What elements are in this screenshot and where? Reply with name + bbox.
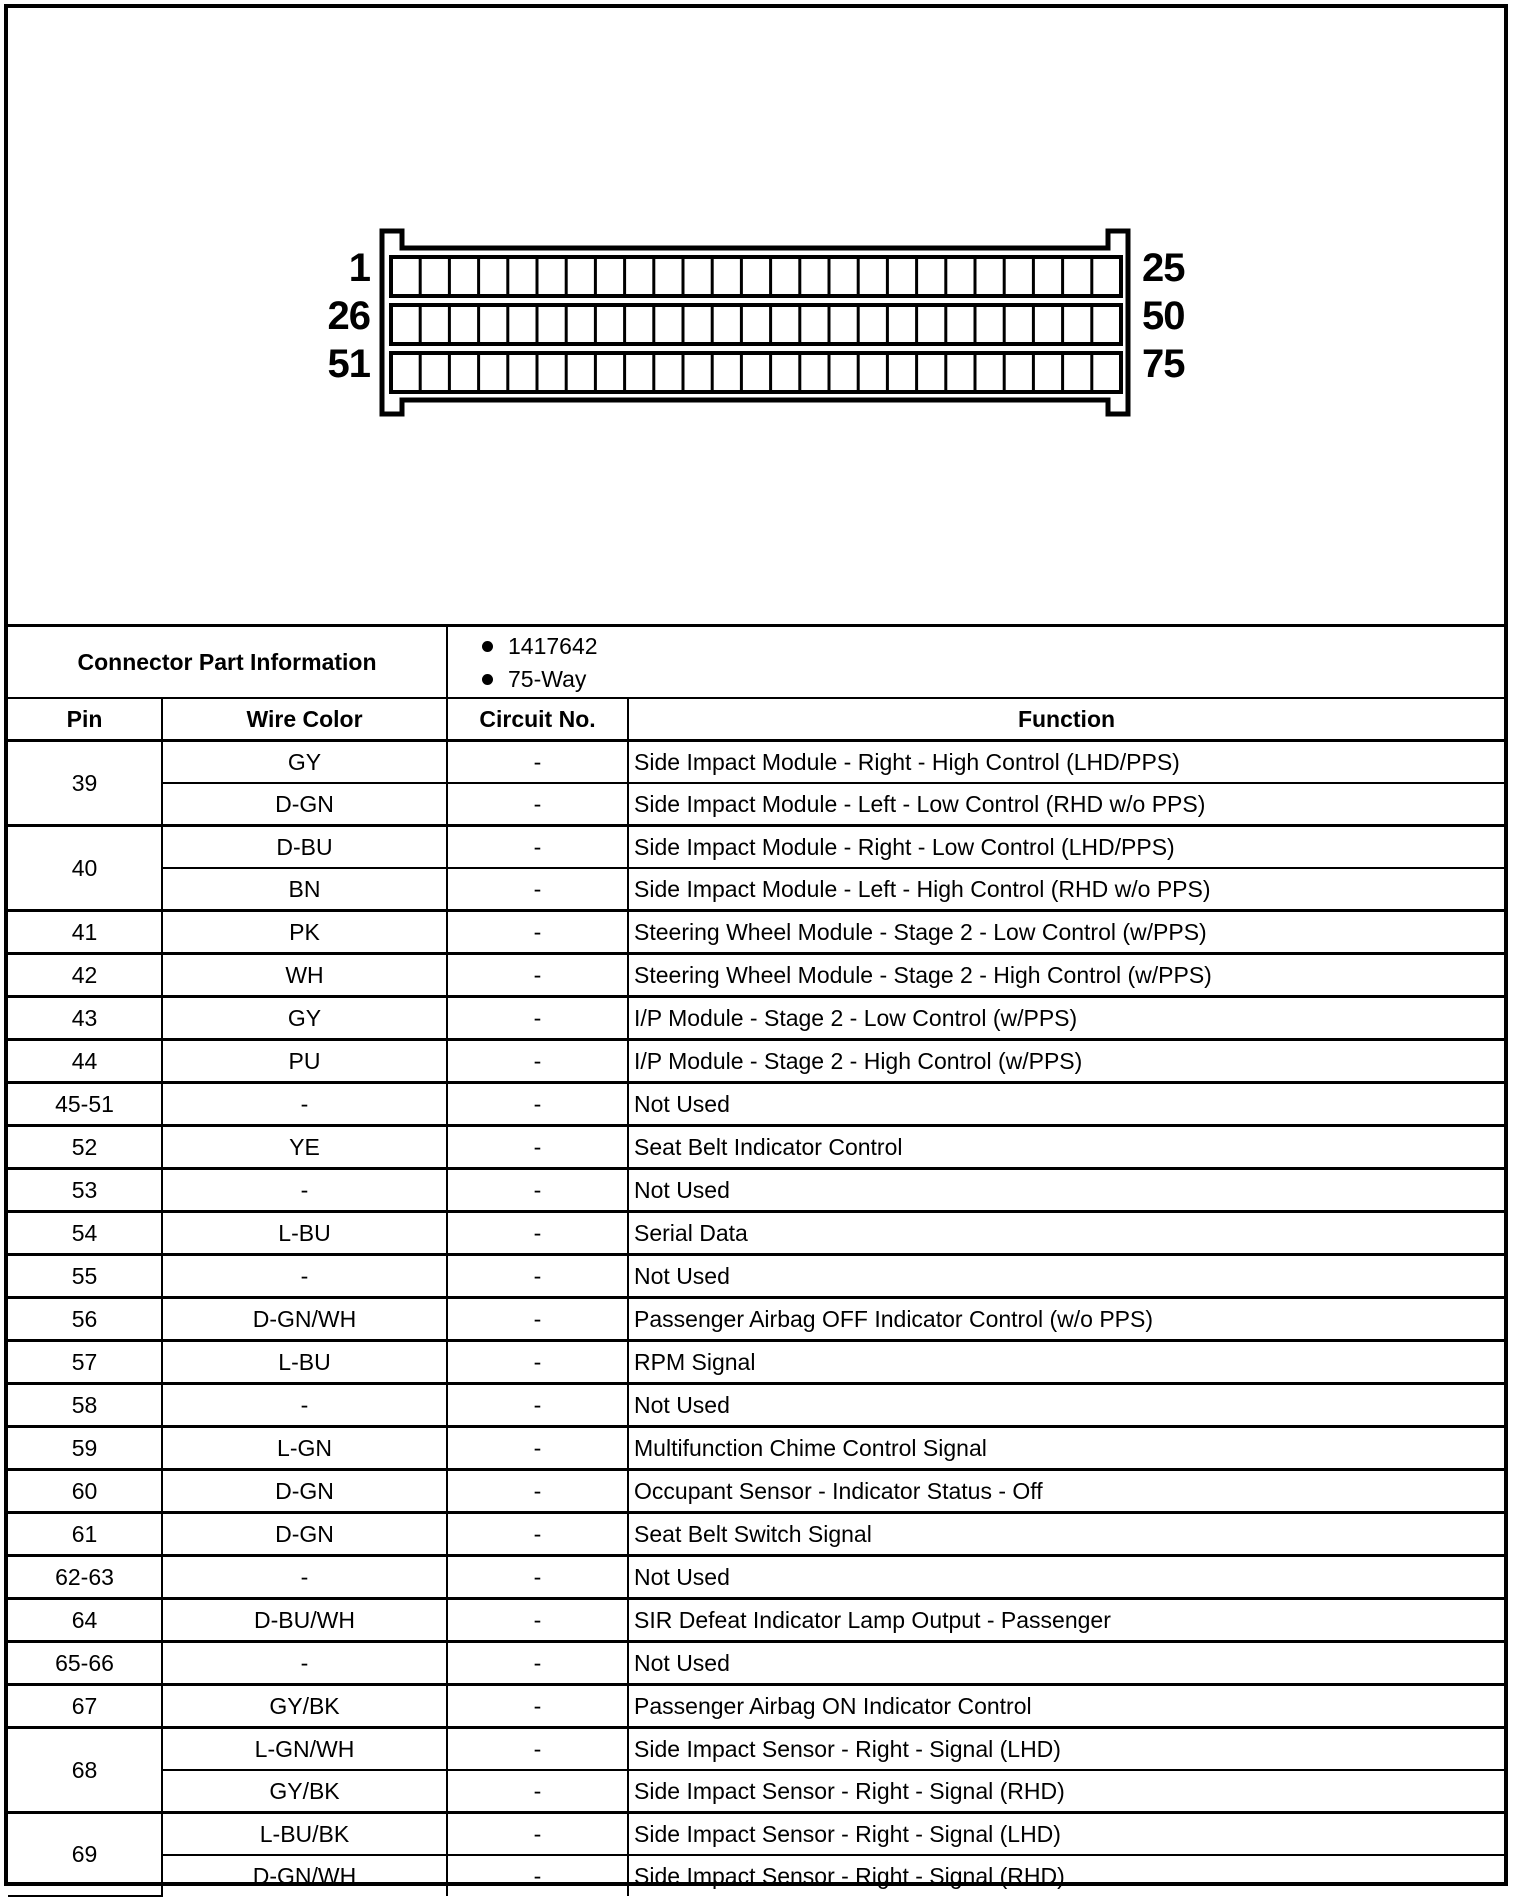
circuit-cell: - [447, 1427, 628, 1470]
pin-cell: 61 [8, 1513, 162, 1556]
table-row [8, 1470, 1504, 1513]
wire-color-cell: - [162, 1083, 447, 1126]
circuit-cell: - [447, 868, 628, 911]
connector-diagram [8, 8, 1504, 624]
table-row [8, 997, 1504, 1040]
circuit-cell: - [447, 741, 628, 784]
circuit-cell: - [447, 1813, 628, 1856]
pin-label-51: 51 [327, 342, 370, 386]
function-cell: Side Impact Module - Left - Low Control (RHD w/o PPS) [628, 783, 1504, 826]
table-row [8, 1642, 1504, 1685]
function-cell: Side Impact Module - Left - High Control (RHD w/o PPS) [628, 868, 1504, 911]
wire-color-cell: PU [162, 1040, 447, 1083]
pin-cell: 59 [8, 1427, 162, 1470]
wire-color-cell: L-GN/WH [162, 1728, 447, 1771]
pin-cell: 62-63 [8, 1556, 162, 1599]
function-cell: Serial Data [628, 1212, 1504, 1255]
header-function: Function [628, 698, 1504, 741]
pin-label-50: 50 [1142, 294, 1185, 338]
wire-color-cell: BN [162, 868, 447, 911]
part-number-item: 1417642 [482, 630, 1504, 663]
function-cell: I/P Module - Stage 2 - Low Control (w/PPS) [628, 997, 1504, 1040]
circuit-cell: - [447, 1298, 628, 1341]
bullet-icon [482, 674, 493, 685]
function-cell: RPM Signal [628, 1341, 1504, 1384]
table-row [8, 1685, 1504, 1728]
table-row [8, 868, 1504, 911]
wire-color-cell: D-BU/WH [162, 1599, 447, 1642]
circuit-cell: - [447, 1040, 628, 1083]
wire-color-cell: GY [162, 997, 447, 1040]
pin-cell: 53 [8, 1169, 162, 1212]
wire-color-cell: GY/BK [162, 1770, 447, 1813]
cavity-count-item: 75-Way [482, 663, 1504, 696]
pin-cell: 41 [8, 911, 162, 954]
pin-label-26: 26 [327, 294, 370, 338]
wire-color-cell: D-GN [162, 783, 447, 826]
function-cell: SIR Defeat Indicator Lamp Output - Passenger [628, 1599, 1504, 1642]
function-cell: Not Used [628, 1083, 1504, 1126]
circuit-cell: - [447, 1126, 628, 1169]
wire-color-cell: L-GN [162, 1427, 447, 1470]
circuit-cell: - [447, 1513, 628, 1556]
table-row [8, 1212, 1504, 1255]
circuit-cell: - [447, 826, 628, 869]
pin-cell: 69 [8, 1813, 162, 1897]
circuit-cell: - [447, 1470, 628, 1513]
table-row [8, 1813, 1504, 1856]
circuit-cell: - [447, 1212, 628, 1255]
wire-color-cell: - [162, 1255, 447, 1298]
pin-cell: 64 [8, 1599, 162, 1642]
function-cell: Side Impact Sensor - Right - Signal (RHD) [628, 1855, 1504, 1896]
function-cell: Passenger Airbag OFF Indicator Control (w/o PPS) [628, 1298, 1504, 1341]
circuit-cell: - [447, 954, 628, 997]
pin-cell: 43 [8, 997, 162, 1040]
circuit-cell: - [447, 1556, 628, 1599]
pin-cell: 68 [8, 1728, 162, 1813]
circuit-cell: - [447, 1341, 628, 1384]
wire-color-cell: PK [162, 911, 447, 954]
pin-cell: 65-66 [8, 1642, 162, 1685]
function-cell: Side Impact Module - Right - High Control (LHD/PPS) [628, 741, 1504, 784]
pin-cell: 56 [8, 1298, 162, 1341]
wire-color-cell: GY/BK [162, 1685, 447, 1728]
part-info-label: Connector Part Information [8, 626, 447, 699]
function-cell: Steering Wheel Module - Stage 2 - Low Control (w/PPS) [628, 911, 1504, 954]
wire-color-cell: D-GN [162, 1513, 447, 1556]
pin-cell: 39 [8, 741, 162, 826]
function-cell: Steering Wheel Module - Stage 2 - High Control (w/PPS) [628, 954, 1504, 997]
function-cell: Side Impact Module - Right - Low Control (LHD/PPS) [628, 826, 1504, 869]
wire-color-cell: L-BU [162, 1212, 447, 1255]
circuit-cell: - [447, 1255, 628, 1298]
pin-label-25: 25 [1142, 246, 1185, 290]
wire-color-cell: - [162, 1642, 447, 1685]
pin-cell: 67 [8, 1685, 162, 1728]
header-circuit-no: Circuit No. [447, 698, 628, 741]
pin-cell: 55 [8, 1255, 162, 1298]
function-cell: Not Used [628, 1169, 1504, 1212]
function-cell: Seat Belt Switch Signal [628, 1513, 1504, 1556]
table-row [8, 1040, 1504, 1083]
function-cell: Not Used [628, 1384, 1504, 1427]
function-cell: Side Impact Sensor - Right - Signal (RHD) [628, 1770, 1504, 1813]
function-cell: Not Used [628, 1556, 1504, 1599]
table-row [8, 1384, 1504, 1427]
circuit-cell: - [447, 1728, 628, 1771]
connector-outline-icon [8, 8, 1504, 624]
wire-color-cell: D-GN [162, 1470, 447, 1513]
wire-color-cell: GY [162, 741, 447, 784]
wire-color-cell: - [162, 1384, 447, 1427]
circuit-cell: - [447, 1083, 628, 1126]
part-info-values [447, 626, 1504, 699]
function-cell: Occupant Sensor - Indicator Status - Off [628, 1470, 1504, 1513]
table-row [8, 954, 1504, 997]
circuit-cell: - [447, 1169, 628, 1212]
table-row [8, 1126, 1504, 1169]
function-cell: Passenger Airbag ON Indicator Control [628, 1685, 1504, 1728]
circuit-cell: - [447, 1855, 628, 1896]
pin-label-75: 75 [1142, 342, 1185, 386]
pin-label-1: 1 [348, 246, 370, 290]
table-row [8, 1427, 1504, 1470]
table-row [8, 1255, 1504, 1298]
table-row [8, 1855, 1504, 1896]
table-row [8, 1169, 1504, 1212]
wire-color-cell: D-BU [162, 826, 447, 869]
table-header-row [8, 698, 1504, 741]
circuit-cell: - [447, 1642, 628, 1685]
circuit-cell: - [447, 1770, 628, 1813]
function-cell: Seat Belt Indicator Control [628, 1126, 1504, 1169]
pin-cell: 44 [8, 1040, 162, 1083]
pinout-table [8, 624, 1504, 1897]
pin-cell: 52 [8, 1126, 162, 1169]
header-wire-color: Wire Color [162, 698, 447, 741]
pin-cell: 40 [8, 826, 162, 911]
header-pin: Pin [8, 698, 162, 741]
table-row [8, 1513, 1504, 1556]
table-row [8, 1770, 1504, 1813]
table-row [8, 826, 1504, 869]
table-row [8, 1728, 1504, 1771]
function-cell: Not Used [628, 1642, 1504, 1685]
wire-color-cell: - [162, 1169, 447, 1212]
table-row [8, 1298, 1504, 1341]
pin-cell: 58 [8, 1384, 162, 1427]
table-row [8, 1083, 1504, 1126]
circuit-cell: - [447, 1685, 628, 1728]
wire-color-cell: WH [162, 954, 447, 997]
connector-end-view-sheet [4, 4, 1508, 1889]
table-row [8, 1556, 1504, 1599]
circuit-cell: - [447, 1384, 628, 1427]
function-cell: Side Impact Sensor - Right - Signal (LHD) [628, 1728, 1504, 1771]
bullet-icon [482, 641, 493, 652]
table-row [8, 1599, 1504, 1642]
circuit-cell: - [447, 1599, 628, 1642]
function-cell: Not Used [628, 1255, 1504, 1298]
wire-color-cell: L-BU [162, 1341, 447, 1384]
pin-cell: 54 [8, 1212, 162, 1255]
pin-cell: 42 [8, 954, 162, 997]
table-row [8, 741, 1504, 784]
pin-cell: 57 [8, 1341, 162, 1384]
circuit-cell: - [447, 911, 628, 954]
function-cell: I/P Module - Stage 2 - High Control (w/PPS) [628, 1040, 1504, 1083]
connector-part-info-row [8, 626, 1504, 699]
wire-color-cell: - [162, 1556, 447, 1599]
table-row [8, 1341, 1504, 1384]
wire-color-cell: L-BU/BK [162, 1813, 447, 1856]
table-row [8, 783, 1504, 826]
table-row [8, 911, 1504, 954]
wire-color-cell: YE [162, 1126, 447, 1169]
pin-cell: 45-51 [8, 1083, 162, 1126]
function-cell: Multifunction Chime Control Signal [628, 1427, 1504, 1470]
wire-color-cell: D-GN/WH [162, 1855, 447, 1896]
circuit-cell: - [447, 783, 628, 826]
function-cell: Side Impact Sensor - Right - Signal (LHD) [628, 1813, 1504, 1856]
wire-color-cell: D-GN/WH [162, 1298, 447, 1341]
circuit-cell: - [447, 997, 628, 1040]
pin-cell: 60 [8, 1470, 162, 1513]
